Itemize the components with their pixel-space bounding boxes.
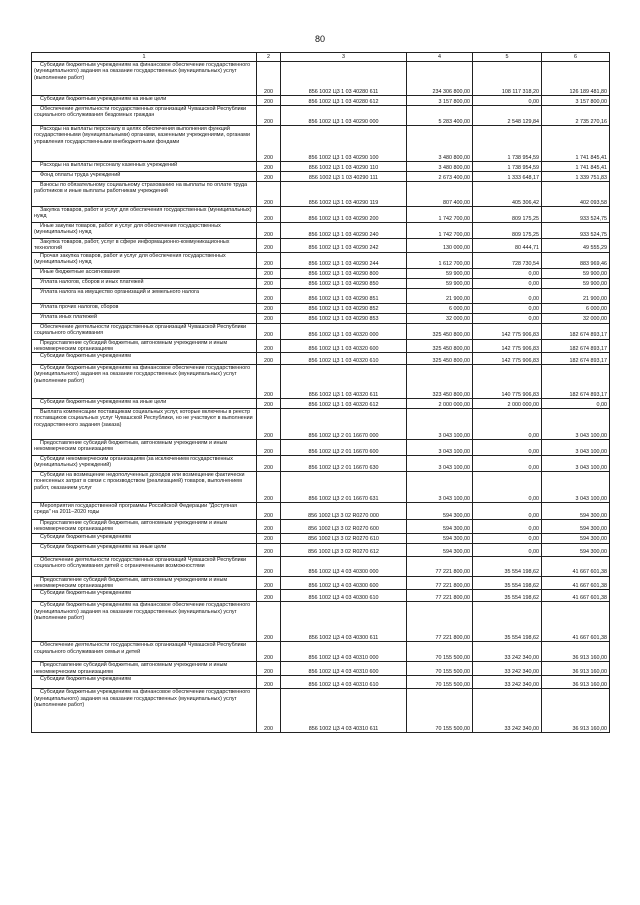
row-executed-amount: 0,00 (473, 456, 542, 472)
row-code: 200 (257, 520, 281, 534)
column-header: 1 (32, 53, 257, 62)
row-plan-amount: 323 450 800,00 (407, 365, 473, 399)
row-executed-amount: 142 775 906,83 (473, 339, 542, 353)
row-classification-code: 856 1002 Ц3 1 03 40290 242 (281, 239, 407, 253)
row-executed-amount: 33 242 340,00 (473, 676, 542, 689)
table-row (32, 126, 610, 162)
row-classification-code: 856 1002 Ц3 1 03 40290 851 (281, 288, 407, 303)
row-executed-amount: 0,00 (473, 472, 542, 503)
row-executed-amount: 0,00 (473, 520, 542, 534)
row-classification-code: 856 1002 Ц3 1 03 40290 200 (281, 207, 407, 223)
row-name: Субсидии бюджетным учреждениям на финансовое обеспечение государственного (муниципального) задания на оказание государственных (муниципальных) услуг (выполнение работ) (32, 689, 257, 733)
table-row (32, 223, 610, 239)
row-remaining-amount: 182 674 893,17 (542, 365, 610, 399)
row-remaining-amount: 41 667 601,38 (542, 590, 610, 602)
row-executed-amount: 0,00 (473, 96, 542, 106)
row-classification-code: 856 1002 Ц3 1 03 40290 111 (281, 172, 407, 182)
row-plan-amount: 3 480 800,00 (407, 162, 473, 172)
row-executed-amount: 80 444,71 (473, 239, 542, 253)
row-executed-amount: 35 554 198,62 (473, 556, 542, 576)
row-name: Уплата налогов, сборов и иных платежей (32, 278, 257, 288)
row-remaining-amount: 3 157 800,00 (542, 96, 610, 106)
row-executed-amount: 142 775 906,83 (473, 353, 542, 365)
row-remaining-amount: 59 900,00 (542, 268, 610, 278)
row-code: 200 (257, 239, 281, 253)
table-row (32, 353, 610, 365)
row-executed-amount: 33 242 340,00 (473, 662, 542, 676)
row-code: 200 (257, 676, 281, 689)
row-remaining-amount: 933 524,75 (542, 223, 610, 239)
row-code: 200 (257, 543, 281, 556)
table-row (32, 207, 610, 223)
row-code: 200 (257, 456, 281, 472)
table-row (32, 182, 610, 207)
row-remaining-amount: 3 043 100,00 (542, 440, 610, 456)
row-remaining-amount: 1 339 751,83 (542, 172, 610, 182)
row-remaining-amount: 41 667 601,38 (542, 602, 610, 642)
row-remaining-amount: 3 043 100,00 (542, 456, 610, 472)
row-classification-code: 856 1002 Ц3 1 03 40290 800 (281, 268, 407, 278)
row-executed-amount: 1 738 954,59 (473, 126, 542, 162)
row-classification-code: 856 1002 Ц3 4 03 40300 000 (281, 556, 407, 576)
table-row (32, 288, 610, 303)
row-name: Субсидии бюджетным учреждениям на финансовое обеспечение государственного (муниципального) задания на оказание государственных (муниципальных) услуг (выполнение работ) (32, 62, 257, 96)
row-executed-amount: 108 117 318,20 (473, 62, 542, 96)
table-row (32, 339, 610, 353)
row-code: 200 (257, 440, 281, 456)
row-executed-amount: 35 554 198,62 (473, 576, 542, 590)
table-row (32, 278, 610, 288)
row-code: 200 (257, 576, 281, 590)
row-name: Субсидии бюджетным учреждениям на иные цели (32, 399, 257, 409)
row-plan-amount: 807 400,00 (407, 182, 473, 207)
table-row (32, 543, 610, 556)
row-code: 200 (257, 106, 281, 126)
row-executed-amount: 35 554 198,62 (473, 602, 542, 642)
budget-table (31, 52, 610, 733)
row-plan-amount: 1 612 700,00 (407, 252, 473, 268)
row-plan-amount: 70 155 500,00 (407, 662, 473, 676)
row-classification-code: 856 1002 Ц3 1 03 40280 611 (281, 62, 407, 96)
row-plan-amount: 1 742 700,00 (407, 223, 473, 239)
row-name: Обеспечение деятельности государственных организаций Чувашской Республики социального обслуживания (32, 323, 257, 339)
row-remaining-amount: 32 000,00 (542, 313, 610, 323)
row-code: 200 (257, 182, 281, 207)
row-executed-amount: 33 242 340,00 (473, 642, 542, 662)
row-classification-code: 856 1002 Ц3 1 03 40290 100 (281, 126, 407, 162)
row-name: Закупка товаров, работ, услуг в сфере информационно-коммуникационных технологий (32, 239, 257, 253)
row-code: 200 (257, 689, 281, 733)
row-classification-code: 856 1002 Ц3 4 03 40300 610 (281, 590, 407, 602)
row-code: 200 (257, 399, 281, 409)
row-remaining-amount: 36 913 160,00 (542, 676, 610, 689)
row-plan-amount: 5 283 400,00 (407, 106, 473, 126)
row-code: 200 (257, 323, 281, 339)
row-executed-amount: 2 548 129,84 (473, 106, 542, 126)
table-row (32, 313, 610, 323)
row-classification-code: 856 1002 Ц3 4 03 40300 611 (281, 602, 407, 642)
row-name: Обеспечение деятельности государственных организаций Чувашской Республики социального обслуживания семьи и детей (32, 642, 257, 662)
row-code: 200 (257, 556, 281, 576)
row-remaining-amount: 2 735 270,16 (542, 106, 610, 126)
row-executed-amount: 0,00 (473, 268, 542, 278)
row-plan-amount: 3 480 800,00 (407, 126, 473, 162)
row-classification-code: 856 1002 Ц3 1 03 40320 610 (281, 353, 407, 365)
row-code: 200 (257, 662, 281, 676)
row-classification-code: 856 1002 Ц3 2 01 16670 630 (281, 456, 407, 472)
row-executed-amount: 0,00 (473, 278, 542, 288)
column-header: 5 (473, 53, 542, 62)
row-remaining-amount: 182 674 893,17 (542, 353, 610, 365)
row-classification-code: 856 1002 Ц3 1 03 40290 119 (281, 182, 407, 207)
row-executed-amount: 1 333 648,17 (473, 172, 542, 182)
table-row (32, 252, 610, 268)
row-code: 200 (257, 288, 281, 303)
table-row (32, 365, 610, 399)
row-code: 200 (257, 313, 281, 323)
column-header: 2 (257, 53, 281, 62)
row-remaining-amount: 1 741 845,41 (542, 162, 610, 172)
row-remaining-amount: 36 913 160,00 (542, 662, 610, 676)
table-row (32, 662, 610, 676)
row-remaining-amount: 1 741 845,41 (542, 126, 610, 162)
table-row (32, 162, 610, 172)
row-classification-code: 856 1002 Ц3 1 03 40290 110 (281, 162, 407, 172)
row-classification-code: 856 1002 Ц3 1 03 40290 244 (281, 252, 407, 268)
row-classification-code: 856 1002 Ц3 1 03 40320 611 (281, 365, 407, 399)
row-name: Прочая закупка товаров, работ и услуг для обеспечения государственных (муниципальных) нужд (32, 252, 257, 268)
row-remaining-amount: 594 300,00 (542, 533, 610, 543)
row-plan-amount: 325 450 800,00 (407, 323, 473, 339)
row-executed-amount: 0,00 (473, 313, 542, 323)
row-name: Предоставление субсидий бюджетным, автономным учреждениям и иным некоммерческим организациям (32, 662, 257, 676)
row-plan-amount: 3 043 100,00 (407, 409, 473, 440)
table-row (32, 409, 610, 440)
row-remaining-amount: 594 300,00 (542, 543, 610, 556)
row-code: 200 (257, 62, 281, 96)
row-plan-amount: 70 155 500,00 (407, 676, 473, 689)
row-plan-amount: 2 673 400,00 (407, 172, 473, 182)
row-plan-amount: 3 043 100,00 (407, 472, 473, 503)
row-plan-amount: 594 300,00 (407, 503, 473, 520)
row-name: Предоставление субсидий бюджетным, автономным учреждениям и иным некоммерческим организациям (32, 520, 257, 534)
table-row (32, 96, 610, 106)
row-plan-amount: 1 742 700,00 (407, 207, 473, 223)
row-remaining-amount: 594 300,00 (542, 503, 610, 520)
row-name: Фонд оплаты труда учреждений (32, 172, 257, 182)
row-classification-code: 856 1002 Ц3 4 03 40300 600 (281, 576, 407, 590)
row-code: 200 (257, 223, 281, 239)
row-classification-code: 856 1002 Ц3 2 01 16670 631 (281, 472, 407, 503)
row-executed-amount: 2 000 000,00 (473, 399, 542, 409)
table-row (32, 556, 610, 576)
row-executed-amount: 33 242 340,00 (473, 689, 542, 733)
row-code: 200 (257, 252, 281, 268)
row-name: Субсидии бюджетным учреждениям на иные цели (32, 543, 257, 556)
row-remaining-amount: 36 913 160,00 (542, 689, 610, 733)
table-row (32, 268, 610, 278)
row-classification-code: 856 1002 Ц3 1 03 40290 240 (281, 223, 407, 239)
row-executed-amount: 809 175,25 (473, 223, 542, 239)
row-code: 200 (257, 365, 281, 399)
row-plan-amount: 32 000,00 (407, 313, 473, 323)
row-plan-amount: 3 043 100,00 (407, 440, 473, 456)
table-row (32, 323, 610, 339)
row-code: 200 (257, 590, 281, 602)
row-plan-amount: 3 157 800,00 (407, 96, 473, 106)
row-code: 200 (257, 278, 281, 288)
row-plan-amount: 77 221 800,00 (407, 602, 473, 642)
table-row (32, 503, 610, 520)
table-row (32, 642, 610, 662)
row-classification-code: 856 1002 Ц3 1 03 40290 852 (281, 303, 407, 313)
row-code: 200 (257, 303, 281, 313)
row-remaining-amount: 126 189 481,80 (542, 62, 610, 96)
row-classification-code: 856 1002 Ц3 1 03 40280 612 (281, 96, 407, 106)
table-row (32, 456, 610, 472)
row-classification-code: 856 1002 Ц3 1 03 40290 000 (281, 106, 407, 126)
row-executed-amount: 728 730,54 (473, 252, 542, 268)
row-name: Уплата иных платежей (32, 313, 257, 323)
table-row (32, 440, 610, 456)
row-classification-code: 856 1002 Ц3 1 03 40290 850 (281, 278, 407, 288)
row-classification-code: 856 1002 Ц3 4 03 40310 610 (281, 676, 407, 689)
row-code: 200 (257, 162, 281, 172)
row-remaining-amount: 0,00 (542, 399, 610, 409)
row-name: Предоставление субсидий бюджетным, автономным учреждениям и иным некоммерческим организациям (32, 440, 257, 456)
row-plan-amount: 130 000,00 (407, 239, 473, 253)
row-name: Субсидии некоммерческим организациям (за исключением государственных (муниципальных) учреждений) (32, 456, 257, 472)
column-number-row (32, 53, 610, 62)
row-executed-amount: 0,00 (473, 303, 542, 313)
row-plan-amount: 77 221 800,00 (407, 576, 473, 590)
row-remaining-amount: 41 667 601,38 (542, 576, 610, 590)
row-code: 200 (257, 602, 281, 642)
row-classification-code: 856 1002 Ц3 4 03 40310 611 (281, 689, 407, 733)
row-name: Уплата прочих налогов, сборов (32, 303, 257, 313)
row-executed-amount: 0,00 (473, 533, 542, 543)
row-name: Субсидии бюджетным учреждениям на финансовое обеспечение государственного (муниципального) задания на оказание государственных (муниципальных) услуг (выполнение работ) (32, 602, 257, 642)
row-plan-amount: 325 450 800,00 (407, 353, 473, 365)
column-header: 6 (542, 53, 610, 62)
row-name: Субсидии бюджетным учреждениям на иные цели (32, 96, 257, 106)
row-remaining-amount: 402 093,58 (542, 182, 610, 207)
row-classification-code: 856 1002 Ц3 1 03 40290 853 (281, 313, 407, 323)
row-executed-amount: 1 738 954,59 (473, 162, 542, 172)
row-code: 200 (257, 353, 281, 365)
row-code: 200 (257, 503, 281, 520)
column-header: 3 (281, 53, 407, 62)
row-name: Субсидии бюджетным учреждениям на финансовое обеспечение государственного (муниципального) задания на оказание государственных (муниципальных) услуг (выполнение работ) (32, 365, 257, 399)
table-row (32, 239, 610, 253)
row-classification-code: 856 1002 Ц3 3 02 R0270 000 (281, 503, 407, 520)
row-code: 200 (257, 409, 281, 440)
row-remaining-amount: 6 000,00 (542, 303, 610, 313)
row-code: 200 (257, 96, 281, 106)
table-row (32, 576, 610, 590)
table-row (32, 520, 610, 534)
row-executed-amount: 0,00 (473, 543, 542, 556)
row-executed-amount: 809 175,25 (473, 207, 542, 223)
row-remaining-amount: 3 043 100,00 (542, 409, 610, 440)
row-executed-amount: 140 775 906,83 (473, 365, 542, 399)
row-classification-code: 856 1002 Ц3 3 02 R0270 600 (281, 520, 407, 534)
row-plan-amount: 21 900,00 (407, 288, 473, 303)
row-name: Предоставление субсидий бюджетным, автономным учреждениям и иным некоммерческим организациям (32, 576, 257, 590)
row-executed-amount: 405 306,42 (473, 182, 542, 207)
row-classification-code: 856 1002 Ц3 2 01 16670 600 (281, 440, 407, 456)
row-code: 200 (257, 126, 281, 162)
table-row (32, 172, 610, 182)
table-row (32, 676, 610, 689)
row-name: Субсидии бюджетным учреждениям (32, 353, 257, 365)
table-row (32, 399, 610, 409)
row-remaining-amount: 21 900,00 (542, 288, 610, 303)
row-code: 200 (257, 172, 281, 182)
row-name: Расходы на выплаты персоналу казенных учреждений (32, 162, 257, 172)
row-name: Расходы на выплаты персоналу в целях обеспечения выполнения функций государственными (муниципальными) органами, казенными учреждениями, органами управления государственными внебюджетными фондами (32, 126, 257, 162)
row-code: 200 (257, 642, 281, 662)
table-row (32, 533, 610, 543)
column-header: 4 (407, 53, 473, 62)
row-name: Закупка товаров, работ и услуг для обеспечения государственных (муниципальных) нужд (32, 207, 257, 223)
row-name: Взносы по обязательному социальному страхованию на выплаты по оплате труда работников и иные выплаты работникам учреждений (32, 182, 257, 207)
row-remaining-amount: 36 913 160,00 (542, 642, 610, 662)
row-plan-amount: 594 300,00 (407, 533, 473, 543)
row-remaining-amount: 883 969,46 (542, 252, 610, 268)
row-name: Субсидии бюджетным учреждениям (32, 676, 257, 689)
row-executed-amount: 0,00 (473, 409, 542, 440)
row-code: 200 (257, 472, 281, 503)
row-name: Иные бюджетные ассигнования (32, 268, 257, 278)
row-classification-code: 856 1002 Ц3 4 03 40310 600 (281, 662, 407, 676)
row-name: Субсидии на возмещение недополученных доходов или возмещение фактически понесенных затрат в связи с производством (реализацией) товаров, выполнением работ, оказанием услуг (32, 472, 257, 503)
row-executed-amount: 0,00 (473, 503, 542, 520)
row-executed-amount: 142 775 906,83 (473, 323, 542, 339)
row-remaining-amount: 182 674 893,17 (542, 323, 610, 339)
row-classification-code: 856 1002 Ц3 3 02 R0270 612 (281, 543, 407, 556)
row-plan-amount: 77 221 800,00 (407, 590, 473, 602)
row-remaining-amount: 933 524,75 (542, 207, 610, 223)
row-name: Обеспечение деятельности государственных организаций Чувашской Республики социального обслуживания детей с ограниченными возможностями (32, 556, 257, 576)
row-name: Предоставление субсидий бюджетным, автономным учреждениям и иным некоммерческим организациям (32, 339, 257, 353)
row-executed-amount: 35 554 198,62 (473, 590, 542, 602)
table-row (32, 689, 610, 733)
row-remaining-amount: 41 667 601,38 (542, 556, 610, 576)
row-code: 200 (257, 533, 281, 543)
row-name: Иные закупки товаров, работ и услуг для обеспечения государственных (муниципальных) нужд (32, 223, 257, 239)
table-row (32, 62, 610, 96)
table-row (32, 590, 610, 602)
row-name: Обеспечение деятельности государственных организаций Чувашской Республики социального обслуживания бездомных граждан (32, 106, 257, 126)
row-classification-code: 856 1002 Ц3 1 03 40320 600 (281, 339, 407, 353)
row-plan-amount: 594 300,00 (407, 543, 473, 556)
row-remaining-amount: 182 674 893,17 (542, 339, 610, 353)
row-classification-code: 856 1002 Ц3 3 02 R0270 610 (281, 533, 407, 543)
row-plan-amount: 77 221 800,00 (407, 556, 473, 576)
row-remaining-amount: 49 555,29 (542, 239, 610, 253)
row-code: 200 (257, 268, 281, 278)
row-remaining-amount: 3 043 100,00 (542, 472, 610, 503)
row-executed-amount: 0,00 (473, 440, 542, 456)
row-name: Выплата компенсации поставщикам социальных услуг, которые включены в реестр поставщиков социальных услуг Чувашской Республики, но не участвуют в выполнении государственного задания (заказа) (32, 409, 257, 440)
row-plan-amount: 70 155 500,00 (407, 642, 473, 662)
row-plan-amount: 6 000,00 (407, 303, 473, 313)
row-plan-amount: 325 450 800,00 (407, 339, 473, 353)
row-classification-code: 856 1002 Ц3 4 03 40310 000 (281, 642, 407, 662)
row-name: Уплата налога на имущество организаций и земельного налога (32, 288, 257, 303)
table-row (32, 472, 610, 503)
row-plan-amount: 59 900,00 (407, 278, 473, 288)
row-plan-amount: 594 300,00 (407, 520, 473, 534)
row-name: Мероприятия государственной программы Российской Федерации "Доступная среда" на 2011–2020 годы (32, 503, 257, 520)
row-executed-amount: 0,00 (473, 288, 542, 303)
row-plan-amount: 234 306 800,00 (407, 62, 473, 96)
row-remaining-amount: 59 900,00 (542, 278, 610, 288)
page-number: 80 (314, 34, 325, 44)
row-plan-amount: 3 043 100,00 (407, 456, 473, 472)
row-name: Субсидии бюджетным учреждениям (32, 533, 257, 543)
row-remaining-amount: 594 300,00 (542, 520, 610, 534)
table-row (32, 106, 610, 126)
row-classification-code: 856 1002 Ц3 1 03 40320 000 (281, 323, 407, 339)
table-row (32, 303, 610, 313)
row-name: Субсидии бюджетным учреждениям (32, 590, 257, 602)
row-plan-amount: 2 000 000,00 (407, 399, 473, 409)
row-classification-code: 856 1002 Ц3 2 01 16670 000 (281, 409, 407, 440)
row-code: 200 (257, 339, 281, 353)
row-plan-amount: 70 155 500,00 (407, 689, 473, 733)
row-plan-amount: 59 900,00 (407, 268, 473, 278)
row-classification-code: 856 1002 Ц3 1 03 40320 612 (281, 399, 407, 409)
table-row (32, 602, 610, 642)
row-code: 200 (257, 207, 281, 223)
